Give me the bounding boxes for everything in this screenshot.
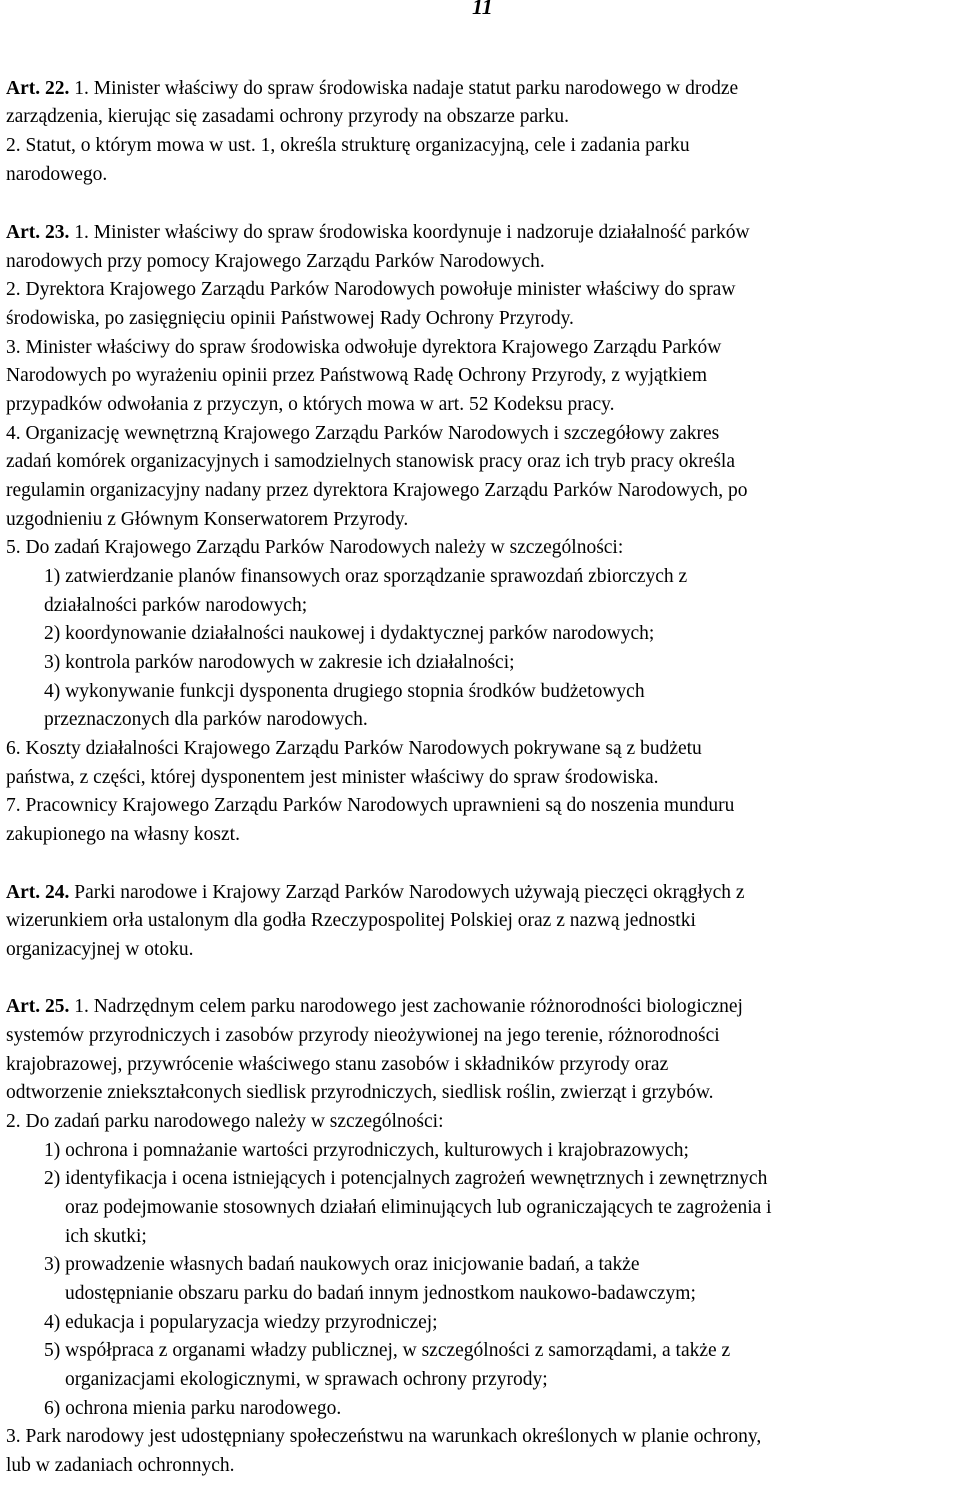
line-text: udostępnianie obszaru parku do badań innym jednostkom naukowo-badawczym;: [65, 1283, 696, 1304]
line-text: lub w zadaniach ochronnych.: [6, 1455, 235, 1476]
line-text: 4. Organizację wewnętrzną Krajowego Zarządu Parków Narodowych i szczegółowy zakres: [6, 423, 720, 444]
article-heading-line: [6, 219, 750, 248]
line-text: 5) współpraca z organami władzy publicznej, w szczególności z samorządami, a także z: [44, 1340, 731, 1361]
line-text: 6. Koszty działalności Krajowego Zarządu Parków Narodowych pokrywane są z budżetu: [6, 738, 702, 759]
line-text: Narodowych po wyrażeniu opinii przez Państwową Radę Ochrony Przyrody, z wyjątkiem: [6, 365, 708, 386]
text-line: [6, 276, 735, 305]
line-text: 2. Do zadań parku narodowego należy w szczególności:: [6, 1111, 444, 1132]
text-line: [44, 678, 645, 707]
line-text: działalności parków narodowych;: [44, 595, 308, 616]
line-text: krajobrazowej, przywrócenie właściwego stanu zasobów i składników przyrody oraz: [6, 1054, 669, 1075]
text-line: [44, 706, 368, 735]
article-heading-line: [6, 993, 743, 1022]
text-line: [65, 1366, 548, 1395]
line-text: 1. Minister właściwy do spraw środowiska koordynuje i nadzoruje działalność parków: [69, 222, 750, 243]
line-text: regulamin organizacyjny nadany przez dyrektora Krajowego Zarządu Parków Narodowych, po: [6, 480, 748, 501]
line-text: przypadków odwołania z przyczyn, o których mowa w art. 52 Kodeksu pracy.: [6, 394, 615, 415]
text-line: [44, 1395, 341, 1424]
line-text: odtworzenie zniekształconych siedlisk przyrodniczych, siedlisk roślin, zwierząt i grzybów.: [6, 1082, 714, 1103]
text-line: [6, 1452, 235, 1481]
text-line: [6, 248, 545, 277]
text-line: [6, 103, 569, 132]
article-number: Art. 24.: [6, 882, 70, 903]
line-text: 5. Do zadań Krajowego Zarządu Parków Narodowych należy w szczególności:: [6, 537, 624, 558]
text-line: [6, 1079, 714, 1108]
text-line: [44, 1137, 689, 1166]
text-line: [6, 1108, 444, 1137]
text-line: [44, 563, 687, 592]
text-line: [6, 1423, 761, 1452]
line-text: 4) edukacja i popularyzacja wiedzy przyrodniczej;: [44, 1312, 438, 1333]
text-line: [6, 391, 614, 420]
line-text: 3) prowadzenie własnych badań naukowych oraz inicjowanie badań, a także: [44, 1254, 640, 1275]
line-text: przeznaczonych dla parków narodowych.: [44, 709, 368, 730]
text-line: [6, 161, 107, 190]
line-text: zakupionego na własny koszt.: [6, 824, 240, 845]
text-line: [6, 448, 735, 477]
text-line: [6, 907, 696, 936]
line-text: organizacjami ekologicznymi, w sprawach ochrony przyrody;: [65, 1369, 548, 1390]
text-line: [44, 649, 515, 678]
line-text: środowiska, po zasięgnięciu opinii Państwowej Rady Ochrony Przyrody.: [6, 308, 574, 329]
text-line: [44, 620, 654, 649]
line-text: 2) identyfikacja i ocena istniejących i potencjalnych zagrożeń wewnętrznych i zewnętrznych: [44, 1168, 768, 1189]
line-text: 3) kontrola parków narodowych w zakresie ich działalności;: [44, 652, 515, 673]
text-line: [44, 1165, 767, 1194]
line-text: 1) ochrona i pomnażanie wartości przyrodniczych, kulturowych i krajobrazowych;: [44, 1140, 689, 1161]
text-line: [6, 305, 574, 334]
line-text: uzgodnieniu z Głównym Konserwatorem Przyrody.: [6, 509, 409, 530]
line-text: 2. Dyrektora Krajowego Zarządu Parków Narodowych powołuje minister właściwy do spraw: [6, 279, 736, 300]
text-line: [44, 1251, 640, 1280]
line-text: 3. Minister właściwy do spraw środowiska odwołuje dyrektora Krajowego Zarządu Parków: [6, 337, 722, 358]
line-text: 7. Pracownicy Krajowego Zarządu Parków Narodowych uprawnieni są do noszenia munduru: [6, 795, 735, 816]
article-heading-line: [6, 75, 738, 104]
text-line: [6, 132, 690, 161]
line-text: systemów przyrodniczych i zasobów przyrody nieożywionej na jego terenie, różnorodności: [6, 1025, 720, 1046]
line-text: ich skutki;: [65, 1226, 147, 1247]
text-line: [44, 592, 307, 621]
line-text: wizerunkiem orła ustalonym dla godła Rzeczypospolitej Polskiej oraz z nazwą jednostki: [6, 910, 696, 931]
article-heading-line: [6, 879, 745, 908]
line-text: 2) koordynowanie działalności naukowej i dydaktycznej parków narodowych;: [44, 623, 655, 644]
text-line: [65, 1223, 147, 1252]
text-line: [6, 735, 702, 764]
line-text: narodowego.: [6, 164, 108, 185]
text-line: [6, 506, 408, 535]
text-line: [6, 821, 240, 850]
line-text: 4) wykonywanie funkcji dysponenta drugiego stopnia środków budżetowych: [44, 681, 645, 702]
line-text: 1. Nadrzędnym celem parku narodowego jest zachowanie różnorodności biologicznej: [69, 996, 743, 1017]
page-number: 11: [472, 0, 493, 19]
line-text: 6) ochrona mienia parku narodowego.: [44, 1398, 342, 1419]
text-line: [6, 477, 747, 506]
text-line: [6, 792, 734, 821]
text-line: [6, 334, 721, 363]
text-line: [65, 1194, 772, 1223]
line-text: 1. Minister właściwy do spraw środowiska nadaje statut parku narodowego w drodze: [69, 78, 739, 99]
article-number: Art. 23.: [6, 222, 70, 243]
line-text: oraz podejmowanie stosownych działań eliminujących lub ograniczających te zagrożenia i: [65, 1197, 772, 1218]
line-text: 1) zatwierdzanie planów finansowych oraz sporządzanie sprawozdań zbiorczych z: [44, 566, 688, 587]
line-text: 2. Statut, o którym mowa w ust. 1, określa strukturę organizacyjną, cele i zadania parku: [6, 135, 690, 156]
article-number: Art. 22.: [6, 78, 70, 99]
line-text: Parki narodowe i Krajowy Zarząd Parków Narodowych używają pieczęci okrągłych z: [69, 882, 745, 903]
text-line: [6, 534, 623, 563]
line-text: zarządzenia, kierując się zasadami ochrony przyrody na obszarze parku.: [6, 106, 570, 127]
text-line: [6, 764, 659, 793]
line-text: państwa, z części, której dysponentem jest minister właściwy do spraw środowiska.: [6, 767, 659, 788]
text-line: [65, 1280, 696, 1309]
text-line: [6, 362, 707, 391]
text-line: [44, 1337, 730, 1366]
line-text: zadań komórek organizacyjnych i samodzielnych stanowisk pracy oraz ich tryb pracy określa: [6, 451, 735, 472]
line-text: 3. Park narodowy jest udostępniany społeczeństwu na warunkach określonych w planie ochrony,: [6, 1426, 762, 1447]
line-text: narodowych przy pomocy Krajowego Zarządu Parków Narodowych.: [6, 251, 545, 272]
text-line: [6, 420, 719, 449]
text-line: [6, 1022, 720, 1051]
text-line: [44, 1309, 438, 1338]
text-line: [6, 936, 194, 965]
text-line: [6, 1051, 668, 1080]
line-text: organizacyjnej w otoku.: [6, 939, 194, 960]
article-number: Art. 25.: [6, 996, 70, 1017]
